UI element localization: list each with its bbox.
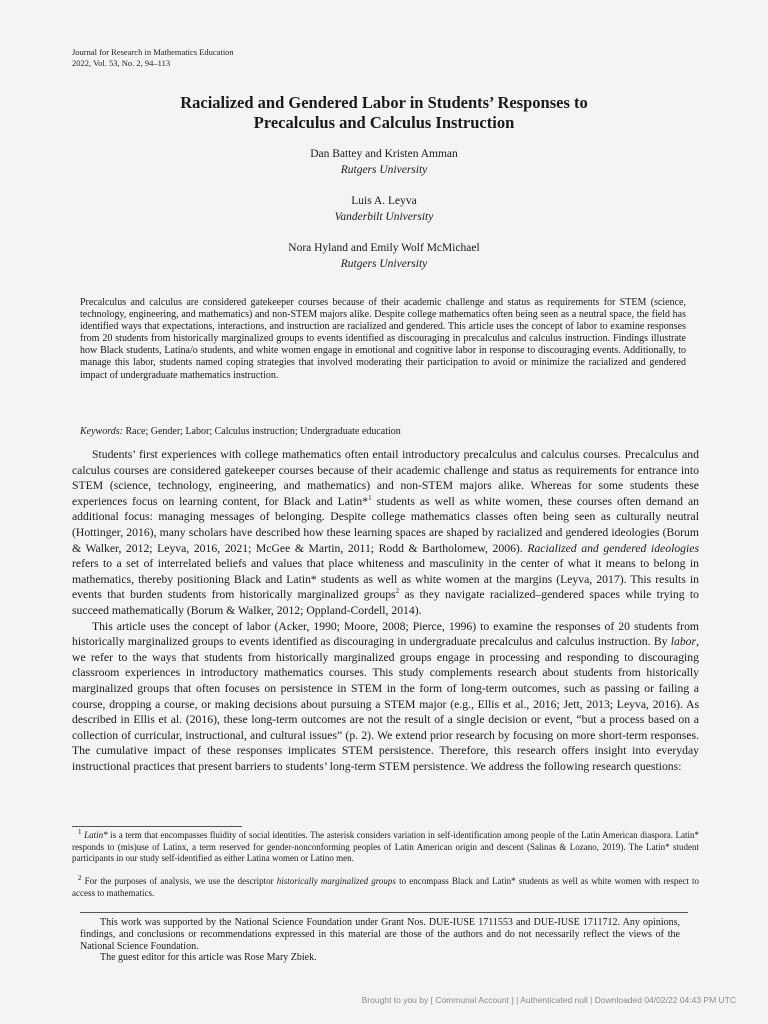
author-affiliation: Rutgers University [340, 258, 428, 270]
author-block-1 [72, 146, 696, 178]
download-footer: Brought to you by [ Communal Account ] | Authenticated null | Downloaded 04/02/22 04:43 PM UTC [361, 995, 736, 1005]
author-names: Dan Battey and Kristen Amman [310, 148, 458, 160]
keywords-label: Keywords: [80, 426, 123, 437]
funding-divider [80, 912, 688, 913]
journal-name: Journal for Research in Mathematics Education [72, 47, 234, 57]
body-paragraph-2: This article uses the concept of labor (Acker, 1990; Moore, 2008; Pierce, 1996) to examine the responses of 20 students from historically marginalized groups to events identified as discouraging in undergraduate precalculus and calculus instruction. By labor, we refer to the ways that students from historically marginalized groups engage in processing and responding to discouraging classroom experiences in introductory mathematics courses. This study complements research about students from historically marginalized groups that often focuses on persistence in STEM in the form of long-term outcomes, such as passing or failing a course, dropping a course, or making decisions about pursuing a STEM major (e.g., Ellis et al., 2016; Jett, 2013; Leyva, 2016). As described in Ellis et al. (2016), these long-term outcomes are not the result of a single decision or event, “but a process based on a collection of curricular, instructional, and cultural issues” (p. 2). We extend prior research by focusing on more short-term responses. The cumulative impact of these responses implicates STEM persistence. Therefore, this research offers insight into everyday instructional practices that present barriers to students’ long-term STEM persistence. We address the following research questions: [72, 619, 699, 773]
body-text [72, 447, 699, 774]
footnote-ref-2[interactable]: 2 [395, 587, 400, 596]
journal-citation: 2022, Vol. 53, No. 2, 94–113 [72, 58, 171, 68]
keywords [80, 425, 686, 438]
article-title [72, 93, 696, 133]
abstract-text: Precalculus and calculus are considered gatekeeper courses because of their academic challenge and status as requirements for STEM (science, technology, engineering, and mathematics) and non-STEM majors alike. Despite college mathematics often being seen as a neutral space, the field has identified ways that expectations, interactions, and instruction are racialized and gendered. This article uses the concept of labor to examine responses from 20 students from historically marginalized groups to events identified as discouraging in precalculus and calculus instruction. Findings illustrate how Black students, Latina/o students, and white women engage in emotional and cognitive labor in response to discouraging events. Additionally, to manage this labor, students named coping strategies that involved moderating their participation to avoid or minimize the racialized and gendered impact of undergraduate mathematics instruction. [80, 297, 686, 381]
footnote-2: $^2$ For the purposes of analysis, we use the descriptor historically marginalized groups to encompass Black and Latin* students as well as white women with respect to access to mathematics. [72, 874, 700, 898]
guest-editor-note: The guest editor for this article was Rose Mary Zbiek. [100, 952, 317, 964]
footnote-1: $^1$ Latin* is a term that encompasses fluidity of social identities. The asterisk considers variation in self-identification among people of the Latin American diaspora. Latin* responds to (mis)use of Latinx, a term reserved for gender-nonconforming peoples of Latin American origin and descent (Salinas & Lozano, 2019). The Latin* student participants in our study self-identified as either Latina women or Latino men. [72, 828, 700, 863]
author-names: Nora Hyland and Emily Wolf McMichael [288, 242, 480, 254]
journal-header [72, 47, 234, 69]
footnote-ref-1[interactable]: 1 [368, 493, 372, 502]
author-affiliation: Rutgers University [340, 164, 428, 176]
title-line-1: Racialized and Gendered Labor in Students’ Responses to [180, 93, 588, 112]
author-names: Luis A. Leyva [351, 195, 417, 207]
footnote-number: 2 [78, 874, 82, 882]
footnote-divider [72, 826, 242, 827]
abstract [80, 297, 686, 382]
funding-note [80, 917, 680, 964]
funding-text: This work was supported by the National Science Foundation under Grant Nos. DUE-IUSE 1711553 and DUE-IUSE 1711712. Any opinions, findings, and conclusions or recommendations expressed in this material are those of the authors and do not necessarily reflect the views of the National Science Foundation. [80, 917, 680, 952]
title-line-2: Precalculus and Calculus Instruction [253, 113, 515, 132]
author-affiliation: Vanderbilt University [334, 211, 434, 223]
keywords-list: Race; Gender; Labor; Calculus instruction; Undergraduate education [125, 426, 401, 437]
author-block-3 [72, 240, 696, 272]
author-block-2 [72, 193, 696, 225]
body-paragraph-1: Students’ first experiences with college mathematics often entail introductory precalculus and calculus courses. Precalculus and calculus courses are considered gatekeeper courses because of their academic challenge and status as requirements for entrance into STEM (science, technology, engineering, and mathematics) and non-STEM majors alike. Whereas for some students these experiences focus on learning content, for Black and Latin*$^1$ students as well as white women, these courses often demand an additional focus: managing messages of belonging. Despite college mathematics classes often being seen as culturally neutral (Hottinger, 2016), many scholars have described how these learning spaces are shaped by racialized and gendered ideologies (Borum & Walker, 2012; Leyva, 2016, 2021; McGee & Martin, 2011; Rodd & Bartholomew, 2006). Racialized and gendered ideologies refers to a set of interrelated beliefs and values that place whiteness and masculinity in the center of what it means to belong in mathematics, thereby positioning Black and Latin* students as well as white women at the margins (Leyva, 2017). This results in events that burden students from historically marginalized groups$^2$ as they navigate racialized–gendered spaces while trying to succeed mathematically (Borum & Walker, 2012; Oppland-Cordell, 2014). [72, 448, 699, 617]
footnote-number: 1 [78, 828, 82, 836]
